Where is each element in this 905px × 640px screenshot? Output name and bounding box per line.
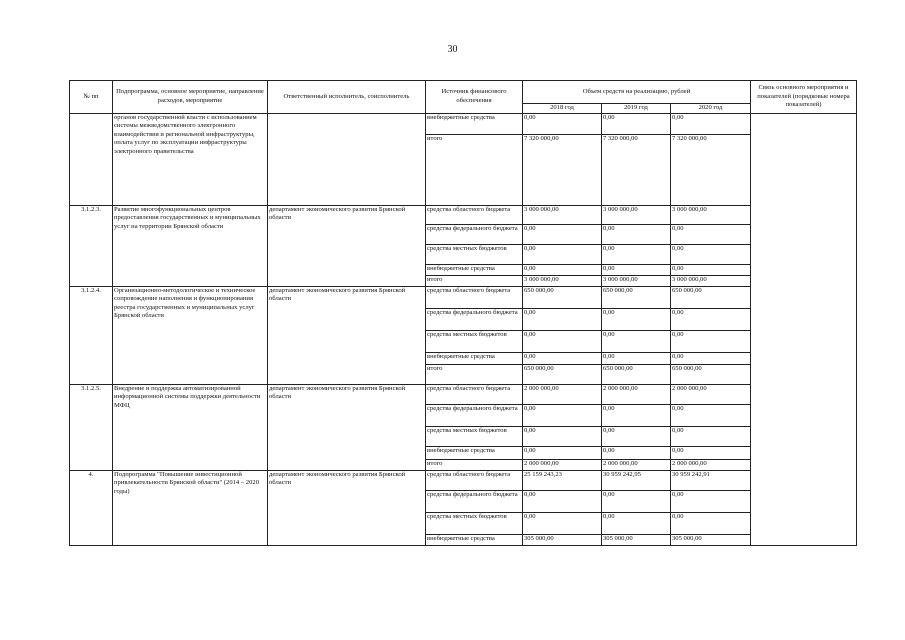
amount-2019: 0,00 xyxy=(602,446,671,459)
amount-2020: 0,00 xyxy=(671,404,751,426)
amount-2018: 0,00 xyxy=(523,490,602,512)
amount-2018: 0,00 xyxy=(523,244,602,264)
funding-source: средства федерального бюджета xyxy=(426,490,523,512)
amount-2018: 7 320 000,00 xyxy=(523,134,602,205)
amount-2019: 650 000,00 xyxy=(602,364,671,384)
header-year-2020: 2020 год xyxy=(671,104,751,114)
amount-2018: 0,00 xyxy=(523,224,602,244)
indicator-link xyxy=(751,113,857,545)
amount-2020: 0,00 xyxy=(671,426,751,446)
funding-source: внебюджетные средства xyxy=(426,352,523,364)
amount-2019: 30 959 242,95 xyxy=(602,470,671,490)
amount-2018: 3 000 000,00 xyxy=(523,275,602,286)
table-row xyxy=(70,286,857,308)
amount-2020: 0,00 xyxy=(671,244,751,264)
amount-2019: 305 000,00 xyxy=(602,534,671,545)
header-link: Связь основного мероприятия и показателей (порядковые номера показателей) xyxy=(751,81,857,114)
amount-2020: 0,00 xyxy=(671,224,751,244)
row-number xyxy=(70,113,113,205)
funding-source: средства федерального бюджета xyxy=(426,308,523,330)
amount-2019: 0,00 xyxy=(602,404,671,426)
header-volume: Объем средств на реализацию, рублей xyxy=(523,81,751,104)
funding-source: средства местных бюджетов xyxy=(426,330,523,352)
amount-2019: 0,00 xyxy=(602,330,671,352)
table-row xyxy=(70,384,857,404)
header-year-2018: 2018 год xyxy=(523,104,602,114)
funding-source: средства областного бюджета xyxy=(426,470,523,490)
amount-2020: 0,00 xyxy=(671,512,751,534)
amount-2020: 650 000,00 xyxy=(671,364,751,384)
amount-2020: 3 000 000,00 xyxy=(671,275,751,286)
amount-2018: 2 000 000,00 xyxy=(523,384,602,404)
amount-2020: 7 320 000,00 xyxy=(671,134,751,205)
amount-2020: 0,00 xyxy=(671,264,751,275)
row-number: 3.1.2.3. xyxy=(70,205,113,286)
program-name: Организационно-методологическое и техническое сопровождение наполнения и функционирования реестра государственных и муниципальных услуг Брянской области xyxy=(113,286,268,384)
table-row xyxy=(70,205,857,224)
funding-source: средства федерального бюджета xyxy=(426,404,523,426)
amount-2019: 650 000,00 xyxy=(602,286,671,308)
amount-2018: 0,00 xyxy=(523,330,602,352)
amount-2020: 305 000,00 xyxy=(671,534,751,545)
program-name: Развитие многофункциональных центров предоставления государственных и муниципальных услуг на территории Брянской области xyxy=(113,205,268,286)
header-program: Подпрограмма, основное мероприятие, направление расходов, мероприятие xyxy=(113,81,268,114)
amount-2019: 0,00 xyxy=(602,352,671,364)
amount-2018: 0,00 xyxy=(523,352,602,364)
amount-2018: 650 000,00 xyxy=(523,286,602,308)
row-number: 3.1.2.4. xyxy=(70,286,113,384)
amount-2018: 650 000,00 xyxy=(523,364,602,384)
amount-2019: 0,00 xyxy=(602,426,671,446)
amount-2018: 3 000 000,00 xyxy=(523,205,602,224)
header-year-2019: 2019 год xyxy=(602,104,671,114)
amount-2018: 0,00 xyxy=(523,426,602,446)
row-number: 3.1.2.5. xyxy=(70,384,113,470)
amount-2020: 650 000,00 xyxy=(671,286,751,308)
table-row xyxy=(70,113,857,134)
amount-2020: 2 000 000,00 xyxy=(671,459,751,470)
amount-2019: 2 000 000,00 xyxy=(602,384,671,404)
table-row xyxy=(70,470,857,490)
funding-source: внебюджетные средства xyxy=(426,113,523,134)
amount-2018: 25 159 243,23 xyxy=(523,470,602,490)
amount-2019: 3 000 000,00 xyxy=(602,275,671,286)
funding-source: внебюджетные средства xyxy=(426,264,523,275)
amount-2019: 0,00 xyxy=(602,264,671,275)
amount-2020: 0,00 xyxy=(671,490,751,512)
amount-2020: 0,00 xyxy=(671,446,751,459)
amount-2019: 0,00 xyxy=(602,224,671,244)
header-source: Источник финансового обеспечения xyxy=(426,81,523,114)
program-name: органов государственной власти с использованием системы межведомственного электронного взаимодействия и региональной инфраструктуры, оплата услуг по эксплуатации инфраструктуры электронного правительства xyxy=(113,113,268,205)
amount-2020: 2 000 000,00 xyxy=(671,384,751,404)
funding-source: средства областного бюджета xyxy=(426,286,523,308)
funding-source: внебюджетные средства xyxy=(426,534,523,545)
funding-source: средства местных бюджетов xyxy=(426,512,523,534)
amount-2018: 0,00 xyxy=(523,446,602,459)
funding-source: средства местных бюджетов xyxy=(426,244,523,264)
amount-2018: 0,00 xyxy=(523,308,602,330)
header-executor: Ответственный исполнитель, соисполнитель xyxy=(268,81,426,114)
amount-2020: 3 000 000,00 xyxy=(671,205,751,224)
amount-2019: 0,00 xyxy=(602,244,671,264)
funding-source: внебюджетные средства xyxy=(426,446,523,459)
amount-2019: 0,00 xyxy=(602,308,671,330)
amount-2020: 0,00 xyxy=(671,113,751,134)
funding-source: итого xyxy=(426,275,523,286)
program-name: Внедрение и поддержка автоматизированной информационной системы поддержки деятельности МФЦ xyxy=(113,384,268,470)
program-name: Подпрограмма "Повышение инвестиционной привлекательности Брянской области" (2014 – 2020 годы) xyxy=(113,470,268,545)
executor-name xyxy=(268,113,426,205)
executor-name: департамент экономического развития Брянской области xyxy=(268,205,426,286)
amount-2019: 0,00 xyxy=(602,490,671,512)
amount-2020: 0,00 xyxy=(671,308,751,330)
funding-source: итого xyxy=(426,134,523,205)
amount-2020: 0,00 xyxy=(671,352,751,364)
amount-2019: 2 000 000,00 xyxy=(602,459,671,470)
row-number: 4. xyxy=(70,470,113,545)
executor-name: департамент экономического развития Брянской области xyxy=(268,470,426,545)
amount-2019: 7 320 000,00 xyxy=(602,134,671,205)
amount-2018: 0,00 xyxy=(523,113,602,134)
amount-2019: 0,00 xyxy=(602,512,671,534)
amount-2020: 30 959 242,91 xyxy=(671,470,751,490)
table-body xyxy=(70,113,857,545)
funding-source: средства федерального бюджета xyxy=(426,224,523,244)
amount-2020: 0,00 xyxy=(671,330,751,352)
funding-source: итого xyxy=(426,364,523,384)
funding-source: средства областного бюджета xyxy=(426,205,523,224)
funding-table xyxy=(69,80,857,546)
header-no: № пп xyxy=(70,81,113,114)
amount-2019: 0,00 xyxy=(602,113,671,134)
amount-2018: 305 000,00 xyxy=(523,534,602,545)
amount-2018: 0,00 xyxy=(523,404,602,426)
amount-2018: 2 000 000,00 xyxy=(523,459,602,470)
funding-source: средства областного бюджета xyxy=(426,384,523,404)
page-number: 30 xyxy=(447,44,458,55)
amount-2018: 0,00 xyxy=(523,512,602,534)
executor-name: департамент экономического развития Брянской области xyxy=(268,286,426,384)
funding-source: итого xyxy=(426,459,523,470)
executor-name: департамент экономического развития Брянской области xyxy=(268,384,426,470)
funding-source: средства местных бюджетов xyxy=(426,426,523,446)
amount-2018: 0,00 xyxy=(523,264,602,275)
amount-2019: 3 000 000,00 xyxy=(602,205,671,224)
